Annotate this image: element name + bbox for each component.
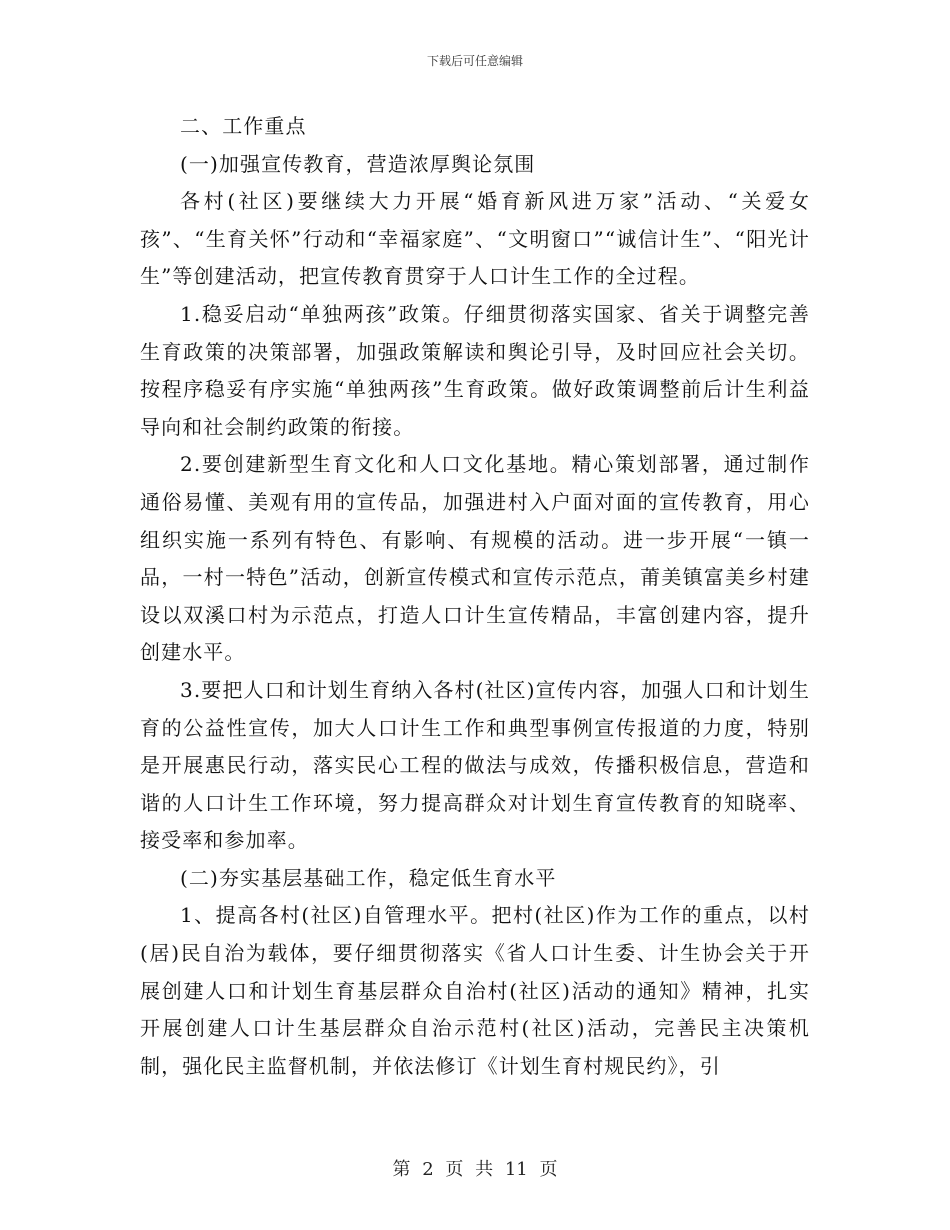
page-number: 第 2 页 共 11 页 (392, 1159, 558, 1180)
paragraph-3: 2.要创建新型生育文化和人口文化基地。精心策划部署，通过制作通俗易懂、美观有用的宣传品，加强进村入户面对面的宣传教育，用心组织实施一系列有特色、有影响、有规模的活动。进一步开展“一镇一品，一村一特色”活动，创新宣传模式和宣传示范点，莆美镇富美乡村建设以双溪口村为示范点，打造人口计生宣传精品，丰富创建内容，提升创建水平。 (140, 452, 810, 665)
paragraph-5: 1、提高各村(社区)自管理水平。把村(社区)作为工作的重点，以村(居)民自治为载体，要仔细贯彻落实《省人口计生委、计生协会关于开展创建人口和计划生育基层群众自治村(社区)活动的通知》精神，扎实开展创建人口计生基层群众自治示范村(社区)活动，完善民主决策机制，强化民主监督机制，并依法修订《计划生育村规民约》，引 (140, 903, 810, 1078)
section-title: 二、工作重点 (180, 114, 307, 138)
paragraph-2: 1.稳妥启动“单独两孩”政策。仔细贯彻落实国家、省关于调整完善生育政策的决策部署，加强政策解读和舆论引导，及时回应社会关切。按程序稳妥有序实施“单独两孩”生育政策。做好政策调整前后计生利益导向和社会制约政策的衔接。 (140, 301, 810, 439)
page-header-note: 下载后可任意编辑 (426, 54, 523, 68)
paragraph-1: 各村(社区)要继续大力开展“婚育新风进万家”活动、“关爱女孩”、“生育关怀”行动和“幸福家庭”、“文明窗口”“诚信计生”、“阳光计生”等创建活动，把宣传教育贯穿于人口计生工作的全过程。 (140, 189, 810, 289)
subsection-title-1: (一)加强宣传教育，营造浓厚舆论氛围 (180, 151, 536, 176)
document-body (140, 108, 810, 1085)
subsection-title-2: (二)夯实基层基础工作，稳定低生育水平 (180, 865, 557, 890)
paragraph-4: 3.要把人口和计划生育纳入各村(社区)宣传内容，加强人口和计划生育的公益性宣传，加大人口计生工作和典型事例宣传报道的力度，特别是开展惠民行动，落实民心工程的做法与成效，传播积极信息，营造和谐的人口计生工作环境，努力提高群众对计划生育宣传教育的知晓率、接受率和参加率。 (140, 677, 810, 853)
